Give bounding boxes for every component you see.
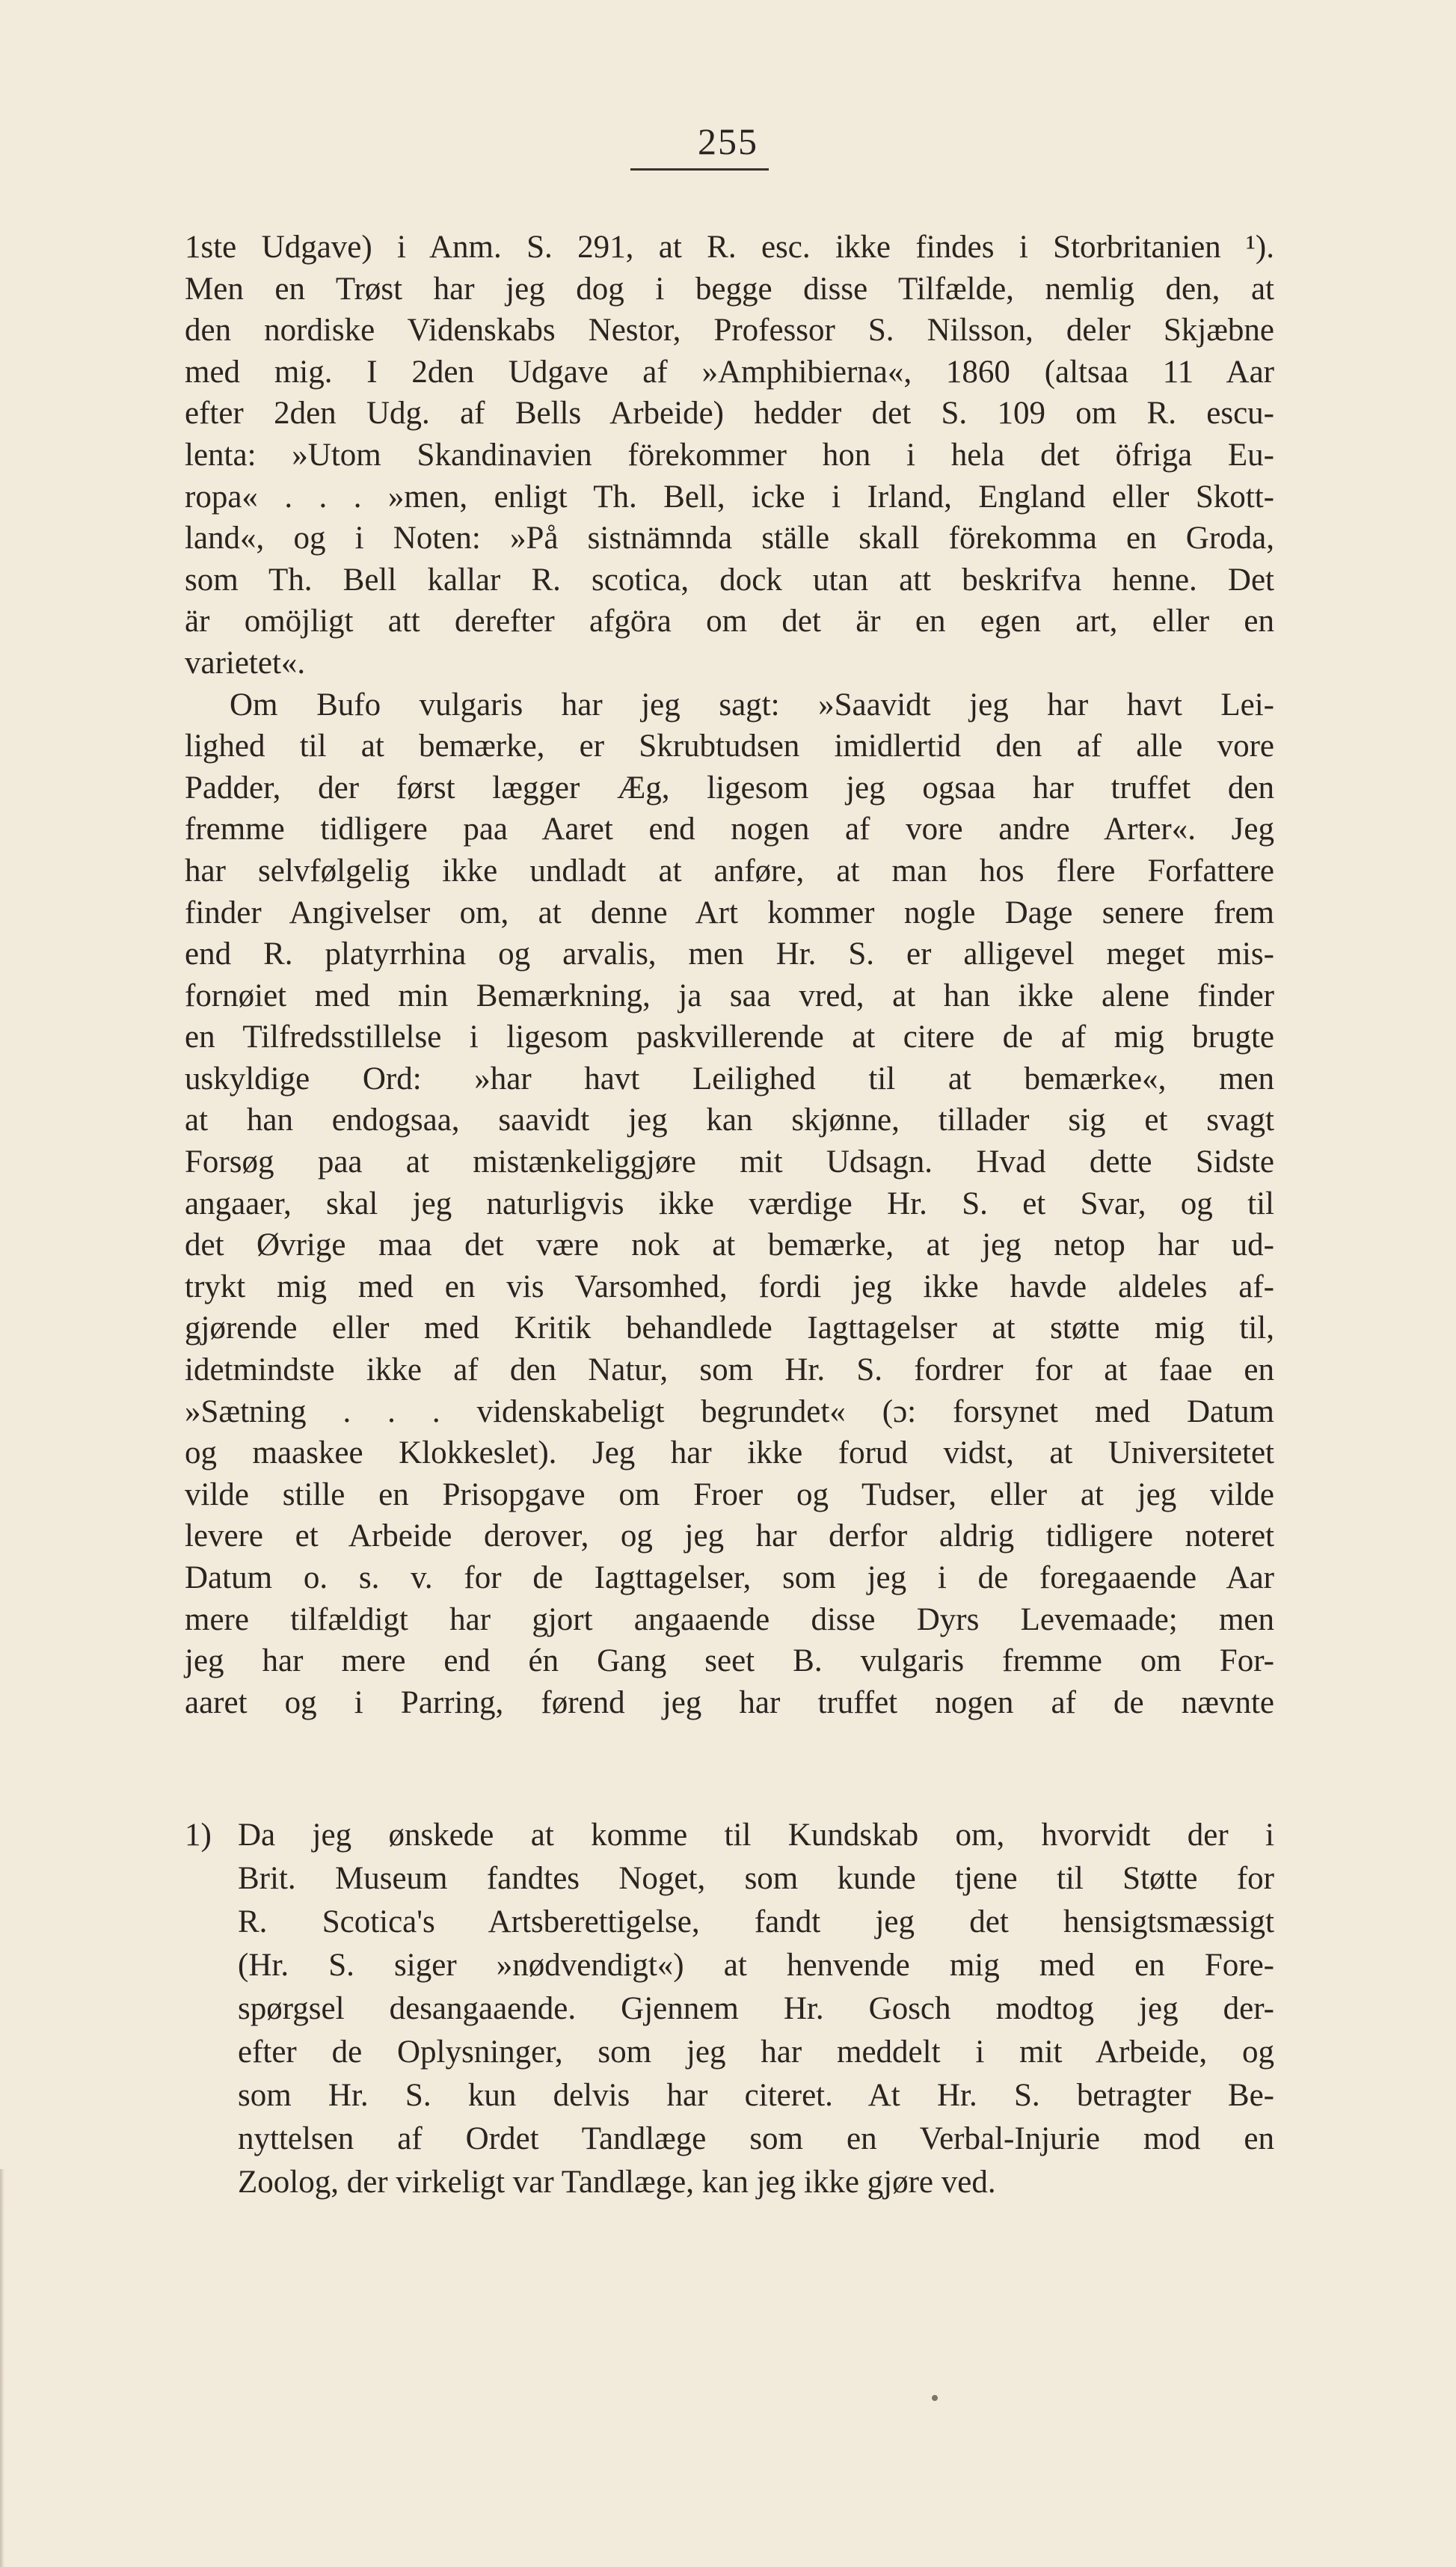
footnote-line: Brit. Museum fandtes Noget, som kunde tjene til Støtte for xyxy=(238,1861,1274,1896)
text-line: aaret og i Parring, førend jeg har truffet nogen af de nævnte xyxy=(185,1684,1274,1720)
text-line: jeg har mere end én Gang seet B. vulgaris fremme om For- xyxy=(185,1643,1274,1679)
footnote-line: spørgsel desangaaende. Gjennem Hr. Gosch modtog jeg der- xyxy=(238,1991,1274,2026)
footnote-line: Zoolog, der virkeligt var Tandlæge, kan jeg ikke gjøre ved. xyxy=(238,2165,996,2200)
text-line: som Th. Bell kallar R. scotica, dock utan att beskrifva henne. Det xyxy=(185,562,1274,598)
ink-speck xyxy=(932,2395,938,2401)
text-line: varietet«. xyxy=(185,645,306,681)
footnote-line: (Hr. S. siger »nødvendigt«) at henvende mig med en Fore- xyxy=(238,1948,1274,1983)
text-line: trykt mig med en vis Varsomhed, fordi jeg ikke havde aldeles af- xyxy=(185,1269,1274,1304)
text-line: uskyldige Ord: »har havt Leilighed til at bemærke«, men xyxy=(185,1061,1274,1097)
text-line: är omöjligt att derefter afgöra om det är en egen art, eller en xyxy=(185,604,1274,640)
text-line: Om Bufo vulgaris har jeg sagt: »Saavidt jeg har havt Lei- xyxy=(230,687,1274,723)
text-line: Men en Trøst har jeg dog i begge disse Tilfælde, nemlig den, at xyxy=(185,271,1274,307)
text-line: end R. platyrrhina og arvalis, men Hr. S. er alligevel meget mis- xyxy=(185,936,1274,972)
text-line: og maaskee Klokkeslet). Jeg har ikke forud vidst, at Universitetet xyxy=(185,1435,1274,1471)
text-line: Datum o. s. v. for de Iagttagelser, som jeg i de foregaaende Aar xyxy=(185,1560,1274,1595)
footnote-line: nyttelsen af Ordet Tandlæge som en Verbal-Injurie mod en xyxy=(238,2121,1274,2156)
footnote-line: R. Scotica's Artsberettigelse, fandt jeg det hensigtsmæssigt xyxy=(238,1904,1274,1939)
footnote-line: som Hr. S. kun delvis har citeret. At Hr. S. betragter Be- xyxy=(238,2078,1274,2113)
footnote-line: Da jeg ønskede at komme til Kundskab om, hvorvidt der i xyxy=(238,1818,1274,1853)
text-line: angaaer, skal jeg naturligvis ikke værdige Hr. S. et Svar, og til xyxy=(185,1186,1274,1221)
text-line: Forsøg paa at mistænkeliggjøre mit Udsagn. Hvad dette Sidste xyxy=(185,1144,1274,1180)
text-line: land«, og i Noten: »På sistnämnda ställe skall förekomma en Groda, xyxy=(185,521,1274,556)
text-line: Padder, der først lægger Æg, ligesom jeg ogsaa har truffet den xyxy=(185,770,1274,806)
text-line: fornøiet med min Bemærkning, ja saa vred, at han ikke alene finder xyxy=(185,978,1274,1013)
text-line: finder Angivelser om, at denne Art kommer nogle Dage senere frem xyxy=(185,895,1274,930)
footnote-block xyxy=(185,1814,1274,2204)
footnote-line: efter de Oplysninger, som jeg har meddelt i mit Arbeide, og xyxy=(238,2034,1274,2070)
text-line: idetmindste ikke af den Natur, som Hr. S. fordrer for at faae en xyxy=(185,1352,1274,1388)
text-line: levere et Arbeide derover, og jeg har derfor aldrig tidligere noteret xyxy=(185,1518,1274,1554)
text-line: gjørende eller med Kritik behandlede Iagttagelser at støtte mig til, xyxy=(185,1310,1274,1346)
text-line: ropa« . . . »men, enligt Th. Bell, icke i Irland, England eller Skott- xyxy=(185,479,1274,515)
page-number-underline xyxy=(630,168,769,171)
text-line: vilde stille en Prisopgave om Froer og Tudser, eller at jeg vilde xyxy=(185,1476,1274,1512)
text-line: lighed til at bemærke, er Skrubtudsen imidlertid den af alle vore xyxy=(185,729,1274,764)
page-number: 255 xyxy=(698,120,758,162)
text-line: med mig. I 2den Udgave af »Amphibierna«, 1860 (altsaa 11 Aar xyxy=(185,354,1274,390)
text-line: mere tilfældigt har gjort angaaende disse Dyrs Levemaade; men xyxy=(185,1601,1274,1637)
text-line: 1ste Udgave) i Anm. S. 291, at R. esc. ikke findes i Storbritanien ¹). xyxy=(185,230,1274,265)
text-line: »Sætning . . . videnskabeligt begrundet« (ɔ: forsynet med Datum xyxy=(185,1393,1274,1429)
text-line: det Øvrige maa det være nok at bemærke, at jeg netop har ud- xyxy=(185,1227,1274,1263)
page-edge-shadow xyxy=(0,2169,4,2567)
text-line: at han endogsaa, saavidt jeg kan skjønne, tillader sig et svagt xyxy=(185,1102,1274,1138)
text-line: lenta: »Utom Skandinavien förekommer hon i hela det öfriga Eu- xyxy=(185,437,1274,473)
text-line: fremme tidligere paa Aaret end nogen af vore andre Arter«. Jeg xyxy=(185,812,1274,847)
main-text-block xyxy=(185,227,1274,1723)
footnote-marker: 1) xyxy=(185,1818,212,1853)
text-line: efter 2den Udg. af Bells Arbeide) hedder det S. 109 om R. escu- xyxy=(185,396,1274,432)
text-line: en Tilfredsstillelse i ligesom paskvillerende at citere de af mig brugte xyxy=(185,1019,1274,1055)
text-line: den nordiske Videnskabs Nestor, Professor S. Nilsson, deler Skjæbne xyxy=(185,313,1274,349)
text-line: har selvfølgelig ikke undladt at anføre, at man hos flere Forfattere xyxy=(185,853,1274,889)
